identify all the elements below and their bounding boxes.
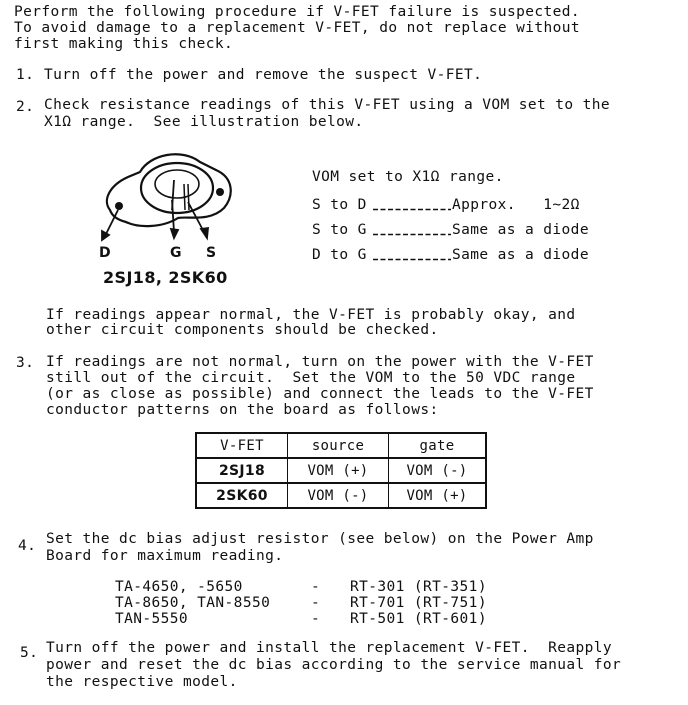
model-caption: 2SJ18, 2SK60 (103, 268, 228, 287)
table-header-vfet: V-FET (196, 433, 288, 458)
bias-models-2: TA-8650, TAN-8550 (115, 595, 271, 611)
step-2-number: 2. (16, 99, 35, 115)
vom-pair-3: D to G (312, 247, 367, 263)
intro-line-1: Perform the following procedure if V-FET failure is suspected. (14, 4, 581, 20)
pointer-g-arrow (171, 229, 178, 238)
step-2-line-1: Check resistance readings of this V-FET using a VOM set to the (44, 97, 611, 113)
step-2-line-2: X1Ω range. See illustration below. (44, 114, 364, 130)
bias-dash-1: - (311, 579, 321, 595)
vom-pair-1: S to D (312, 197, 367, 213)
table-cell-gate: VOM (+) (389, 483, 487, 508)
table-header-gate: gate (389, 433, 487, 458)
bias-dash-3: - (311, 611, 321, 627)
vfet-can-top (155, 170, 199, 198)
vom-result-3: Same as a diode (452, 247, 589, 263)
step-3-line-3: (or as close as possible) and connect the leads to the V-FET (46, 386, 594, 402)
mount-hole-left (115, 202, 123, 210)
table-header-source: source (288, 433, 389, 458)
pointer-d-arrow (102, 231, 109, 240)
step-4-line-1: Set the dc bias adjust resistor (see below) on the Power Amp (46, 531, 594, 547)
pin-label-d: D (99, 245, 112, 261)
step-3-number: 3. (16, 355, 35, 371)
mount-hole-right (216, 188, 224, 196)
pointer-s-arrow (201, 228, 208, 238)
bias-dash-2: - (311, 595, 321, 611)
vfet-connection-table (195, 432, 487, 509)
step-1-text: Turn off the power and remove the suspect V-FET. (44, 67, 483, 83)
step-4-line-2: Board for maximum reading. (46, 548, 284, 564)
table-row (196, 483, 486, 508)
vom-leader-3 (373, 258, 451, 261)
vom-result-2: Same as a diode (452, 222, 589, 238)
step-3-line-2: still out of the circuit. Set the VOM to the 50 VDC range (46, 370, 576, 386)
normal-note-line-1: If readings appear normal, the V-FET is probably okay, and (46, 307, 576, 323)
intro-line-3: first making this check. (14, 36, 234, 52)
vfet-diagram (92, 140, 252, 285)
step-5-line-3: the respective model. (46, 674, 238, 690)
table-row (196, 458, 486, 483)
bias-resistor-3: RT-501 (RT-601) (350, 611, 487, 627)
bias-resistor-2: RT-701 (RT-751) (350, 595, 487, 611)
vom-leader-2 (373, 233, 451, 236)
table-cell-source: VOM (-) (288, 483, 389, 508)
step-1-number: 1. (16, 67, 35, 83)
step-5-number: 5. (20, 645, 39, 661)
vom-leader-1 (373, 208, 451, 211)
bias-models-3: TAN-5550 (115, 611, 189, 627)
table-cell-model: 2SK60 (196, 483, 288, 508)
step-4-number: 4. (18, 538, 37, 554)
step-5-line-1: Turn off the power and install the replacement V-FET. Reapply (46, 640, 613, 656)
vom-heading: VOM set to X1Ω range. (312, 169, 504, 185)
pin-label-s: S (206, 245, 217, 261)
table-cell-model: 2SJ18 (196, 458, 288, 483)
table-cell-source: VOM (+) (288, 458, 389, 483)
normal-note-line-2: other circuit components should be checked. (46, 322, 439, 338)
bias-models-1: TA-4650, -5650 (115, 579, 243, 595)
step-5-line-2: power and reset the dc bias according to the service manual for (46, 657, 622, 673)
pointer-g-line (172, 200, 174, 232)
bias-resistor-1: RT-301 (RT-351) (350, 579, 487, 595)
pin-label-g: G (170, 245, 182, 261)
intro-line-2: To avoid damage to a replacement V-FET, do not replace without (14, 20, 581, 36)
table-header-row (196, 433, 486, 458)
vom-pair-2: S to G (312, 222, 367, 238)
step-3-line-1: If readings are not normal, turn on the power with the V-FET (46, 354, 594, 370)
vom-result-1: Approx. 1~2Ω (452, 197, 580, 213)
table-cell-gate: VOM (-) (389, 458, 487, 483)
step-3-line-4: conductor patterns on the board as follows: (46, 402, 439, 418)
